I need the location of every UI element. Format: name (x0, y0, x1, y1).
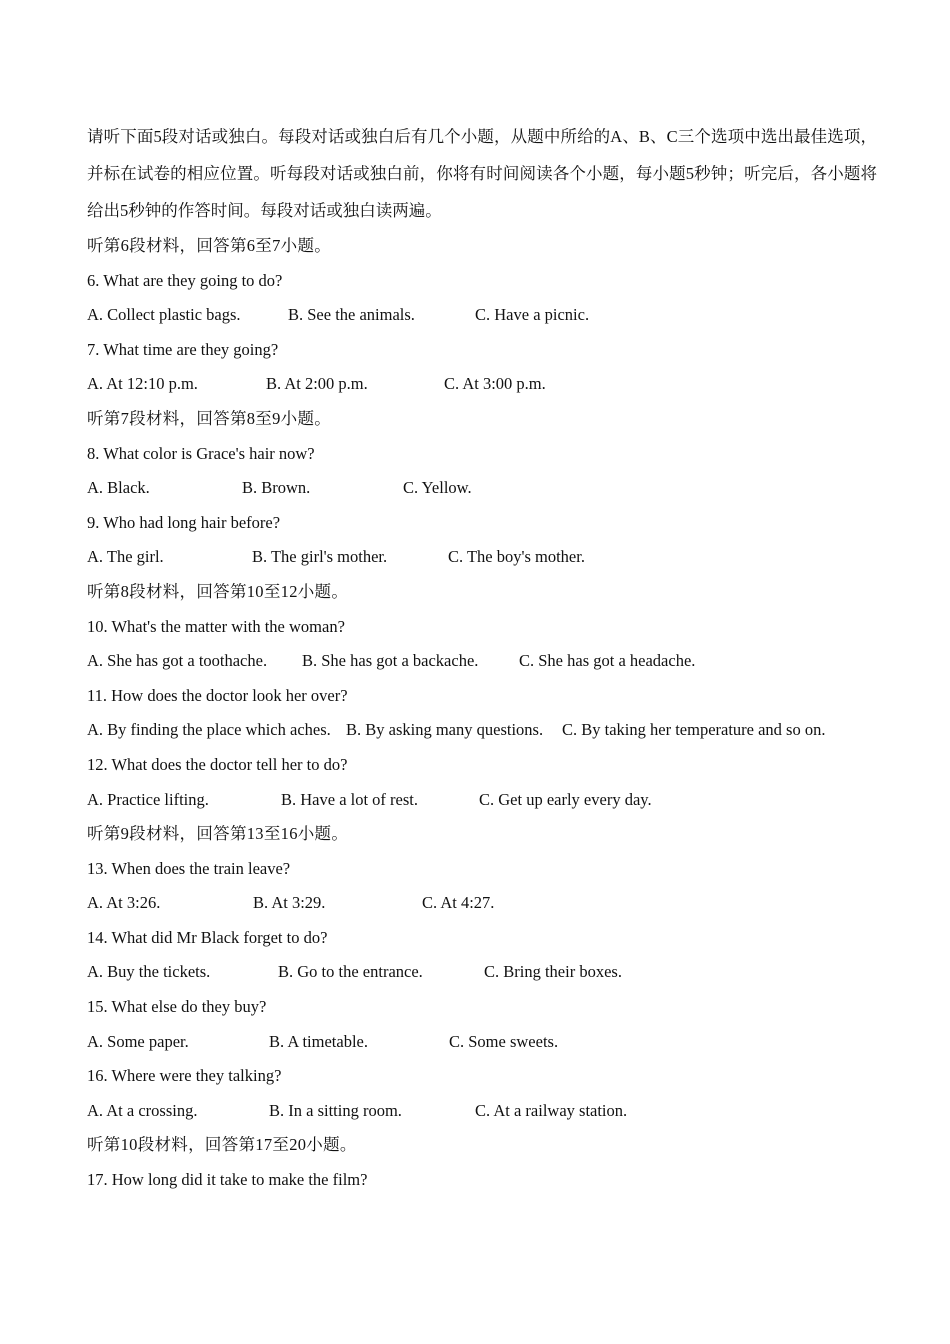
section-heading-10: 听第10段材料，回答第17至20小题。 (87, 1135, 357, 1155)
question-16: 16. Where were they talking? (87, 1066, 282, 1086)
option-13-b: B. At 3:29. (253, 893, 326, 913)
question-7: 7. What time are they going? (87, 339, 279, 359)
option-6-a: A. Collect plastic bags. (87, 305, 241, 325)
option-14-a: A. Buy the tickets. (87, 962, 211, 982)
options-14 (87, 955, 877, 990)
section-heading-8: 听第8段材料，回答第10至12小题。 (87, 581, 349, 601)
section-heading-9: 听第9段材料，回答第13至16小题。 (87, 824, 349, 844)
options-13 (87, 886, 877, 921)
options-15 (87, 1025, 877, 1060)
option-10-b: B. She has got a backache. (302, 651, 479, 671)
options-6 (87, 298, 877, 333)
options-12 (87, 783, 877, 818)
options-9 (87, 540, 877, 575)
option-6-b: B. See the animals. (288, 305, 415, 325)
option-13-a: A. At 3:26. (87, 893, 161, 913)
question-13: 13. When does the train leave? (87, 858, 291, 878)
option-15-a: A. Some paper. (87, 1031, 189, 1051)
option-7-a: A. At 12:10 p.m. (87, 374, 198, 394)
option-9-c: C. The boy's mother. (448, 547, 585, 567)
option-15-b: B. A timetable. (269, 1031, 368, 1051)
option-8-c: C. Yellow. (403, 478, 472, 498)
option-7-c: C. At 3:00 p.m. (444, 374, 546, 394)
options-8 (87, 471, 877, 506)
option-13-c: C. At 4:27. (422, 893, 495, 913)
option-12-b: B. Have a lot of rest. (281, 789, 419, 809)
option-9-a: A. The girl. (87, 547, 164, 567)
options-10 (87, 644, 877, 679)
option-16-b: B. In a sitting room. (269, 1100, 402, 1120)
option-10-c: C. She has got a headache. (519, 651, 696, 671)
question-6: 6. What are they going to do? (87, 270, 283, 290)
option-14-b: B. Go to the entrance. (278, 962, 423, 982)
exam-page (87, 118, 877, 1198)
options-16 (87, 1094, 877, 1129)
option-10-a: A. She has got a toothache. (87, 651, 268, 671)
option-9-b: B. The girl's mother. (252, 547, 388, 567)
section-heading-6: 听第6段材料，回答第6至7小题。 (87, 236, 332, 255)
option-11-c: C. By taking her temperature and so on. (562, 720, 826, 740)
option-16-a: A. At a crossing. (87, 1100, 198, 1120)
question-17: 17. How long did it take to make the film? (87, 1170, 368, 1190)
option-12-a: A. Practice lifting. (87, 789, 209, 809)
option-8-b: B. Brown. (242, 478, 311, 498)
option-8-a: A. Black. (87, 478, 150, 498)
option-12-c: C. Get up early every day. (479, 789, 652, 809)
options-7 (87, 367, 877, 402)
options-11 (87, 713, 877, 748)
question-9: 9. Who had long hair before? (87, 512, 281, 532)
question-8: 8. What color is Grace's hair now? (87, 443, 315, 463)
instructions-paragraph: 请听下面5段对话或独白。每段对话或独白后有几个小题，从题中所给的A、B、C三个选项中选出最佳选项，并标在试卷的相应位置。听每段对话或独白前，你将有时间阅读各个小题，每小题5秒钟；听完后，各小题将给出5秒钟的作答时间。每段对话或独白读两遍。 (87, 127, 877, 220)
option-7-b: B. At 2:00 p.m. (266, 374, 368, 394)
question-10: 10. What's the matter with the woman? (87, 616, 345, 636)
option-6-c: C. Have a picnic. (475, 305, 590, 325)
option-16-c: C. At a railway station. (475, 1100, 628, 1120)
section-heading-7: 听第7段材料，回答第8至9小题。 (87, 408, 332, 428)
option-11-b: B. By asking many questions. (346, 720, 544, 740)
question-15: 15. What else do they buy? (87, 997, 267, 1017)
option-15-c: C. Some sweets. (449, 1031, 559, 1051)
question-11: 11. How does the doctor look her over? (87, 685, 348, 705)
question-14: 14. What did Mr Black forget to do? (87, 927, 328, 947)
question-12: 12. What does the doctor tell her to do? (87, 754, 348, 774)
option-11-a: A. By finding the place which aches. (87, 720, 331, 740)
option-14-c: C. Bring their boxes. (484, 962, 622, 982)
